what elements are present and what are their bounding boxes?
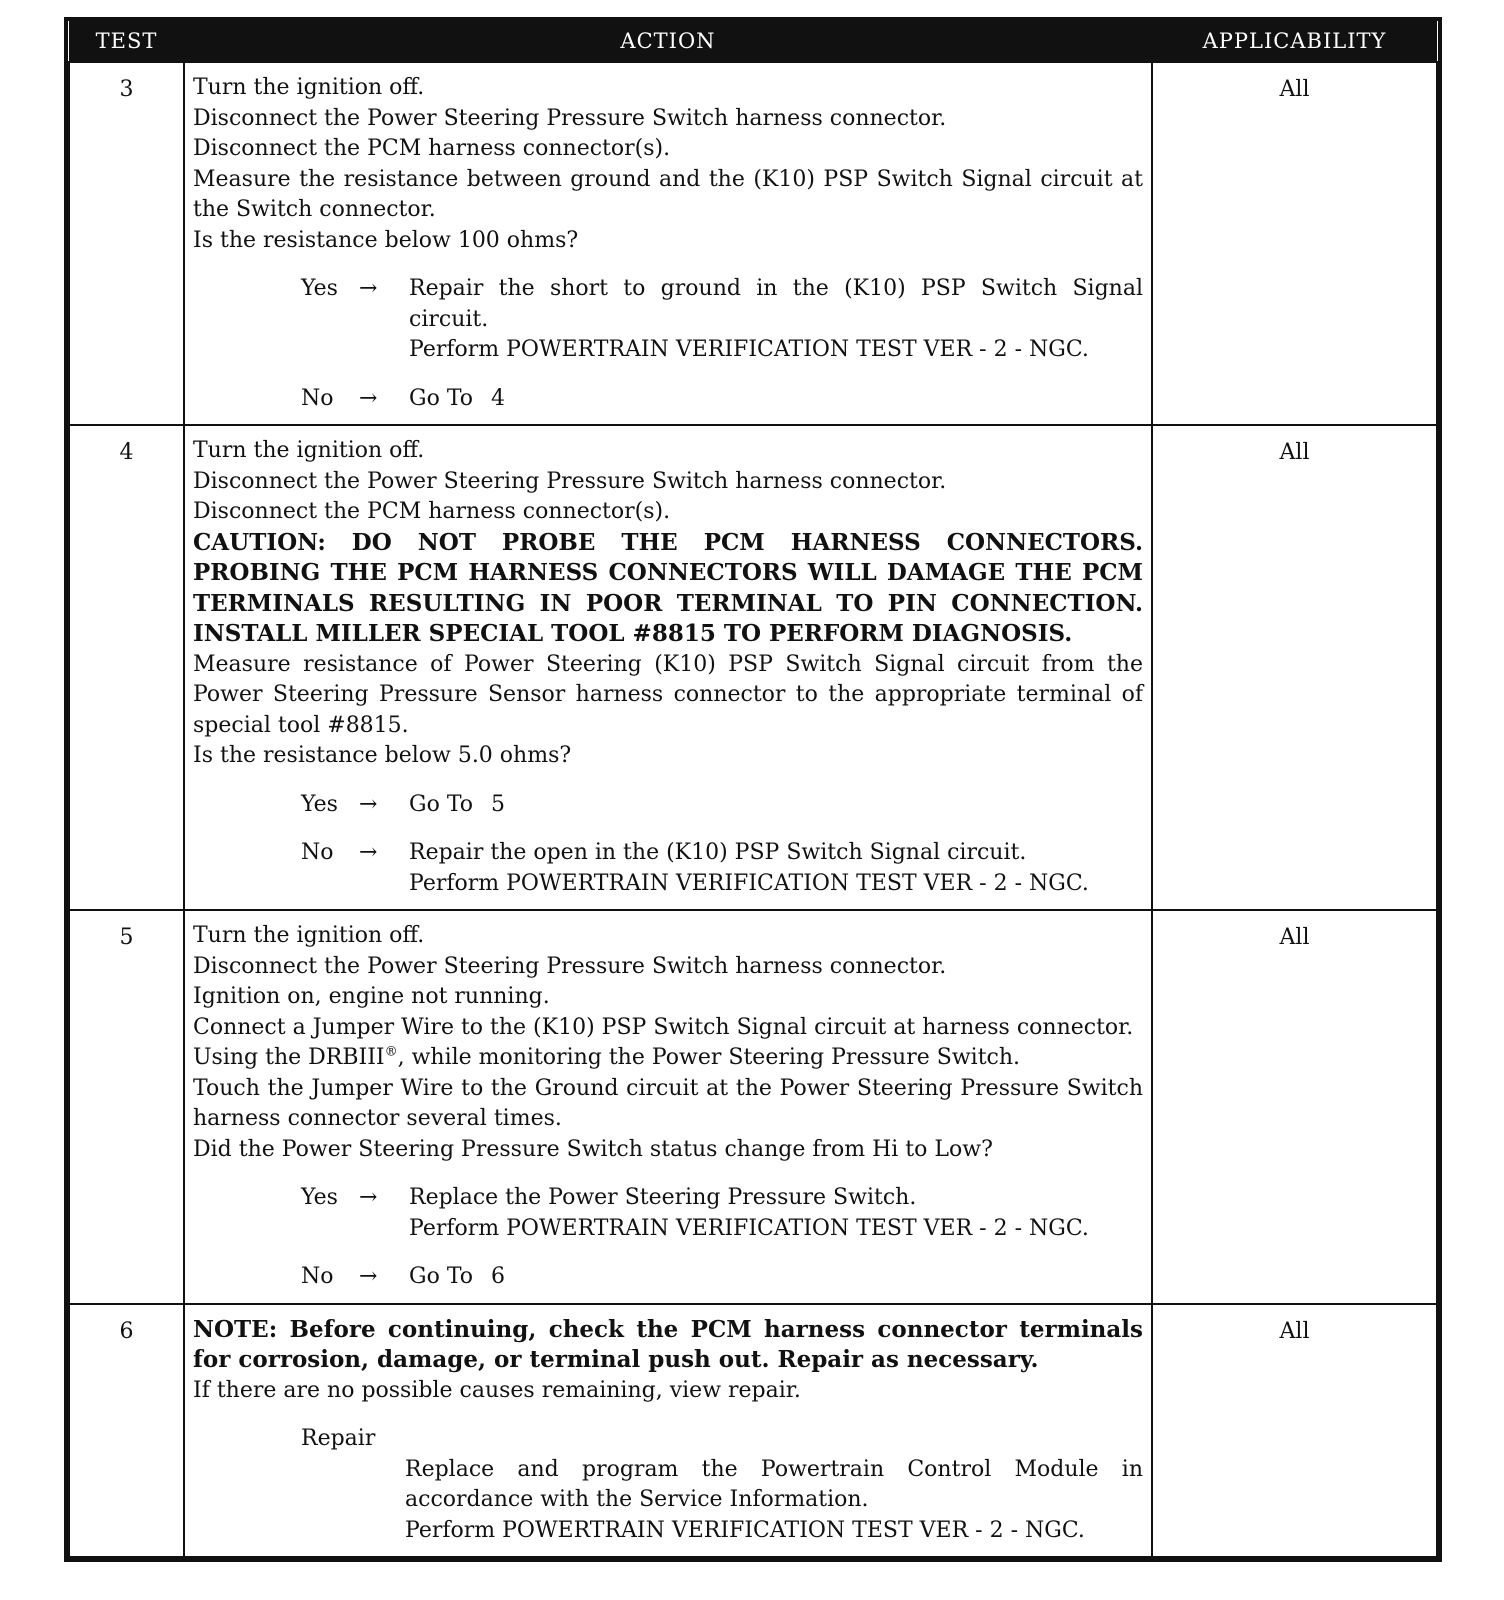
question-text: Is the resistance below 5.0 ohms? bbox=[193, 743, 572, 768]
yes-action-line: Replace the Power Steering Pressure Switch. bbox=[409, 1185, 917, 1210]
test-number: 4 bbox=[69, 425, 184, 910]
step-text: Measure the resistance between ground and the (K10) PSP Switch Signal circuit at the Switch connector. bbox=[193, 166, 1143, 222]
step-text: Disconnect the Power Steering Pressure Switch harness connector. bbox=[193, 468, 947, 494]
applicability-value: All bbox=[1152, 62, 1437, 425]
step-text: Ignition on, engine not running. bbox=[193, 984, 550, 1009]
yes-result bbox=[301, 790, 1143, 821]
yes-label: Yes bbox=[301, 1185, 338, 1210]
yes-result bbox=[301, 274, 1143, 366]
applicability-value: All bbox=[1152, 1304, 1437, 1558]
no-action-line: Perform POWERTRAIN VERIFICATION TEST VER - 2 - NGC. bbox=[409, 870, 1089, 896]
no-label: No bbox=[301, 840, 334, 865]
drb-suffix: , while monitoring the Power Steering Pressure Switch. bbox=[397, 1045, 1021, 1070]
goto-label: Go To bbox=[409, 791, 474, 817]
goto-action bbox=[409, 1262, 1143, 1293]
action-cell bbox=[184, 425, 1152, 910]
note-text: NOTE: Before continuing, check the PCM harness connector terminals for corrosion, damage, or terminal push out. Repair as necessary. bbox=[193, 1315, 1143, 1373]
repair-action-line: Replace and program the Powertrain Control Module in accordance with the Service Information. bbox=[405, 1456, 1143, 1512]
step-text: If there are no possible causes remaining, view repair. bbox=[193, 1377, 801, 1403]
no-action-line: Repair the open in the (K10) PSP Switch Signal circuit. bbox=[409, 840, 1027, 865]
diagnostic-table bbox=[64, 17, 1442, 1562]
yes-action-line: Perform POWERTRAIN VERIFICATION TEST VER - 2 - NGC. bbox=[409, 1215, 1089, 1241]
step-text: Turn the ignition off. bbox=[193, 923, 425, 948]
goto-number: 5 bbox=[491, 791, 506, 817]
step-text: Disconnect the PCM harness connector(s). bbox=[193, 136, 671, 161]
applicability-value: All bbox=[1152, 425, 1437, 910]
yes-action-line: Repair the short to ground in the (K10) PSP Switch Signal circuit. bbox=[409, 276, 1143, 332]
test-number: 6 bbox=[69, 1304, 184, 1558]
action-cell bbox=[184, 910, 1152, 1304]
step-text: Disconnect the PCM harness connector(s). bbox=[193, 499, 671, 524]
goto-label: Go To bbox=[409, 1264, 474, 1289]
goto-number: 6 bbox=[491, 1264, 506, 1289]
yes-action-line: Perform POWERTRAIN VERIFICATION TEST VER - 2 - NGC. bbox=[409, 337, 1089, 362]
repair-action bbox=[405, 1455, 1143, 1547]
applicability-value: All bbox=[1152, 910, 1437, 1304]
no-result bbox=[301, 838, 1143, 899]
repair-action-line: Perform POWERTRAIN VERIFICATION TEST VER - 2 - NGC. bbox=[405, 1517, 1085, 1543]
caution-text: CAUTION: DO NOT PROBE THE PCM HARNESS CONNECTORS. PROBING THE PCM HARNESS CONNECTORS WILL DAMAGE THE PCM TERMINALS RESULTING IN POOR TERMINAL TO PIN CONNECTION. INSTALL MILLER SPECIAL TOOL #8815 TO PERFORM DIAGNOSIS. bbox=[193, 528, 1143, 647]
no-result bbox=[301, 1262, 1143, 1293]
table-row bbox=[69, 62, 1437, 425]
table-header-row bbox=[69, 21, 1437, 62]
arrow-icon: → bbox=[359, 840, 378, 865]
yes-label: Yes bbox=[301, 791, 338, 817]
table-row bbox=[69, 425, 1437, 910]
test-number: 3 bbox=[69, 62, 184, 425]
diagnostic-table-grid bbox=[68, 21, 1438, 1558]
step-text: Disconnect the Power Steering Pressure Switch harness connector. bbox=[193, 105, 947, 131]
no-label: No bbox=[301, 385, 334, 411]
arrow-icon: → bbox=[359, 791, 378, 817]
question-text: Did the Power Steering Pressure Switch status change from Hi to Low? bbox=[193, 1136, 993, 1162]
step-text: Measure resistance of Power Steering (K10) PSP Switch Signal circuit from the Power Steering Pressure Sensor harness connector to the appropriate terminal of special tool #8815. bbox=[193, 651, 1143, 738]
step-text: Turn the ignition off. bbox=[193, 75, 425, 100]
goto-number: 4 bbox=[491, 385, 506, 411]
registered-mark: ® bbox=[384, 1044, 398, 1060]
yes-result bbox=[301, 1183, 1143, 1244]
arrow-icon: → bbox=[359, 1264, 378, 1289]
arrow-icon: → bbox=[359, 276, 378, 301]
test-number: 5 bbox=[69, 910, 184, 1304]
header-applicability: APPLICABILITY bbox=[1152, 21, 1437, 62]
yes-action bbox=[409, 274, 1143, 366]
yes-action bbox=[409, 1183, 1143, 1244]
repair-label: Repair bbox=[301, 1426, 376, 1451]
action-cell bbox=[184, 62, 1152, 425]
step-text: Turn the ignition off. bbox=[193, 438, 425, 463]
action-cell bbox=[184, 1304, 1152, 1558]
step-text: Connect a Jumper Wire to the (K10) PSP Switch Signal circuit at harness connector. bbox=[193, 1014, 1134, 1040]
question-text: Is the resistance below 100 ohms? bbox=[193, 227, 579, 253]
no-action bbox=[409, 838, 1143, 899]
goto-action bbox=[409, 790, 1143, 821]
arrow-icon: → bbox=[359, 1185, 378, 1210]
step-text: Disconnect the Power Steering Pressure Switch harness connector. bbox=[193, 953, 947, 979]
yes-label: Yes bbox=[301, 276, 338, 301]
header-test: TEST bbox=[69, 21, 184, 62]
goto-label: Go To bbox=[409, 385, 474, 411]
step-text bbox=[193, 1043, 1143, 1074]
header-action: ACTION bbox=[184, 21, 1152, 62]
goto-action bbox=[409, 384, 1143, 415]
drb-prefix: Using the DRBIII bbox=[193, 1045, 385, 1070]
step-text: Touch the Jumper Wire to the Ground circuit at the Power Steering Pressure Switch harness connector several times. bbox=[193, 1075, 1143, 1131]
no-label: No bbox=[301, 1264, 334, 1289]
table-row bbox=[69, 910, 1437, 1304]
table-row bbox=[69, 1304, 1437, 1558]
arrow-icon: → bbox=[359, 385, 378, 411]
no-result bbox=[301, 384, 1143, 415]
